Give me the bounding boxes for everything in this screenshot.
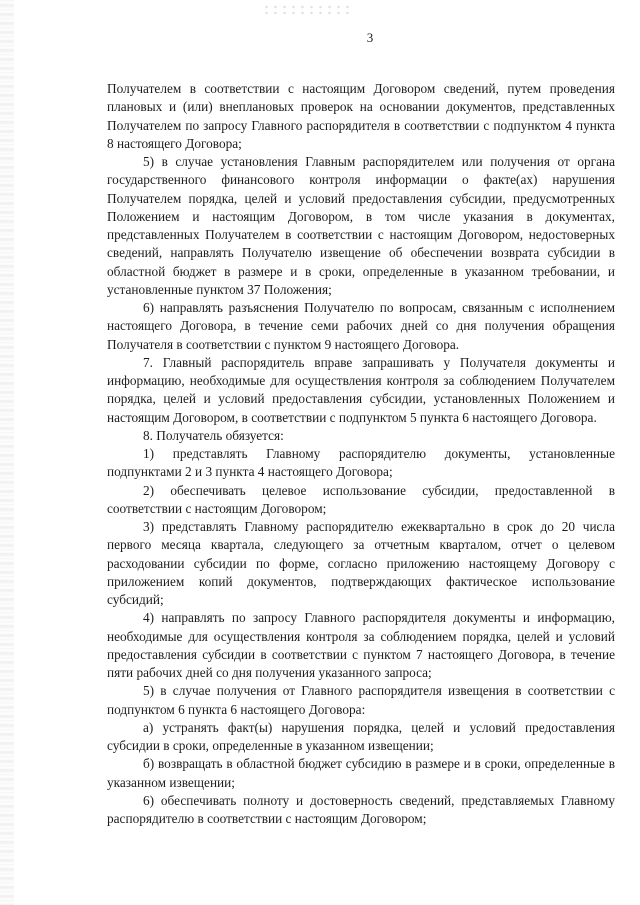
paragraph-6-6: 6) направлять разъяснения Получателю по вопросам, связанным с исполнением настоящего Договора, в течение семи рабочих дней со дня получения обращения Получателя в соответствии с пунктом 9 настоящего Договора. [107, 300, 615, 352]
paragraph-8-3: 3) представлять Главному распорядителю ежеквартально в срок до 20 числа первого месяца квартала, следующего за отчетным кварталом, отчет о целевом расходовании субсидии по форме, согласно приложению настоящему Договору с приложением копий документов, подтверждающих фактическое использование субсидий; [107, 519, 615, 607]
paragraph-8-4: 4) направлять по запросу Главного распорядителя документы и информацию, необходимые для осуществления контроля за соблюдением порядка, целей и условий предоставления субсидии в соответствии с пунктом 7 настоящего Договора, в течение пяти рабочих дней со дня получения указанного запроса; [107, 610, 615, 680]
paragraph-continuation: Получателем в соответствии с настоящим Договором сведений, путем проведения плановых и (или) внеплановых проверок на основании документов, представленных Получателем по запросу Главного распорядителя в соответствии с подпунктом 4 пункта 8 настоящего Договора; [107, 81, 615, 151]
paragraph-8-5-a: а) устранять факт(ы) нарушения порядка, целей и условий предоставления субсидии в сроки, определенные в указанном извещении; [107, 719, 615, 753]
document-body [107, 80, 615, 828]
paragraph-8-2: 2) обеспечивать целевое использование субсидии, предоставленной в соответствии с настоящим Договором; [107, 482, 615, 516]
paragraph-7: 7. Главный распорядитель вправе запрашивать у Получателя документы и информацию, необходимые для осуществления контроля за соблюдением Получателем порядка, целей и условий предоставления субсидии, установленных Положением и настоящим Договором, в соответствии с подпунктом 5 пункта 6 настоящего Договора. [107, 354, 615, 425]
paragraph-8-5: 5) в случае получения от Главного распорядителя извещения в соответствии с подпунктом 6 пункта 6 настоящего Договора: [107, 683, 615, 717]
scan-noise-artifact [262, 4, 352, 14]
paragraph-8-6: 6) обеспечивать полноту и достоверность сведений, представляемых Главному распорядителю в соответствии с настоящим Договором; [107, 792, 615, 826]
paragraph-8-heading: 8. Получатель обязуется: [143, 427, 284, 443]
paragraph-8-1: 1) представлять Главному распорядителю документы, установленные подпунктами 2 и 3 пункта 4 настоящего Договора; [107, 446, 615, 480]
paragraph-8-5-b: б) возвращать в областной бюджет субсидию в размере и в сроки, определенные в указанном извещении; [107, 756, 615, 790]
scan-edge-artifact [0, 0, 14, 905]
page-number: 3 [366, 30, 374, 45]
paragraph-6-5: 5) в случае установления Главным распорядителем или получения от органа государственного финансового контроля информации о факте(ах) нарушения Получателем порядка, целей и условий предоставления субсидии, предусмотренных Положением и настоящим Договором, в том числе указания в документах, представленных Получателем в соответствии с настоящим Договором, недостоверных сведений, направлять Получателю извещение об обеспечении возврата субсидии в областной бюджет в размере и в сроки, определенные в указанном требовании, и установленные пунктом 37 Положения; [107, 154, 615, 297]
